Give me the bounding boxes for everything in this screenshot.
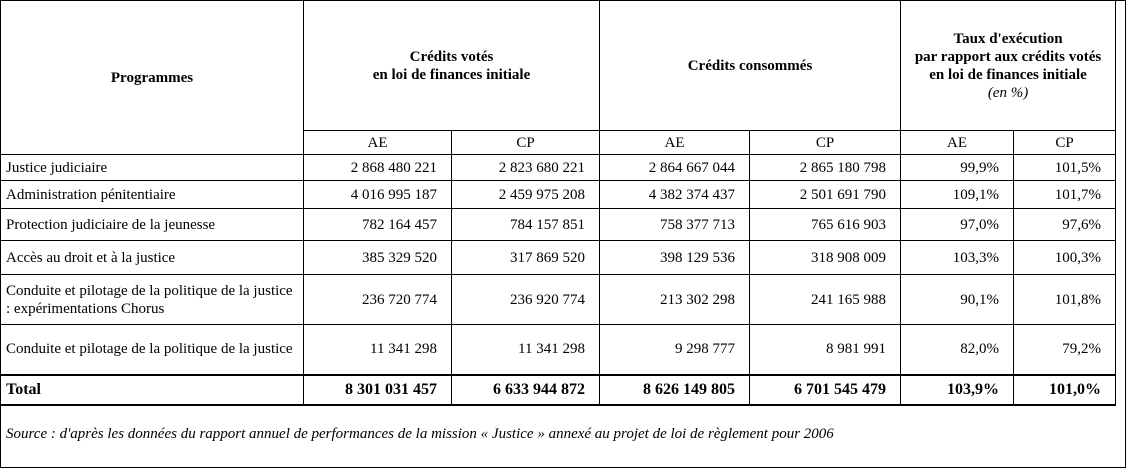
source-note: Source : d'après les données du rapport annuel de performances de la mission « Justice » annexé au projet de loi de règlement pour 2006 — [6, 426, 834, 442]
header-credits-votes — [304, 1, 600, 131]
consommes-cp-cell: 241 165 988 — [750, 275, 901, 325]
total-label: Total — [1, 375, 304, 405]
header-credits-votes-line1: Crédits votés — [409, 48, 494, 65]
votes-ae-cell: 4 016 995 187 — [304, 181, 452, 209]
total-taux-ae: 103,9% — [901, 375, 1014, 405]
header-taux-line1: Taux d'exécution — [953, 30, 1063, 47]
votes-ae-cell: 11 341 298 — [304, 325, 452, 375]
consommes-ae-cell: 2 864 667 044 — [600, 155, 750, 181]
taux-ae-cell: 99,9% — [901, 155, 1014, 181]
table-row — [1, 241, 1116, 275]
row-label: Conduite et pilotage de la politique de la justice — [1, 325, 304, 375]
total-votes-ae: 8 301 031 457 — [304, 375, 452, 405]
header-credits-votes-line2: en loi de finances initiale — [372, 66, 531, 83]
total-votes-cp: 6 633 944 872 — [452, 375, 600, 405]
consommes-cp-cell: 765 616 903 — [750, 209, 901, 241]
votes-ae-cell: 2 868 480 221 — [304, 155, 452, 181]
consommes-ae-cell: 4 382 374 437 — [600, 181, 750, 209]
subheader-taux-ae: AE — [901, 131, 1014, 155]
taux-ae-cell: 90,1% — [901, 275, 1014, 325]
consommes-ae-cell: 213 302 298 — [600, 275, 750, 325]
votes-cp-cell: 236 920 774 — [452, 275, 600, 325]
consommes-cp-cell: 2 865 180 798 — [750, 155, 901, 181]
votes-cp-cell: 11 341 298 — [452, 325, 600, 375]
subheader-taux-cp: CP — [1014, 131, 1116, 155]
row-label: Administration pénitentiaire — [1, 181, 304, 209]
total-taux-cp: 101,0% — [1014, 375, 1116, 405]
table-row — [1, 275, 1116, 325]
consommes-cp-cell: 2 501 691 790 — [750, 181, 901, 209]
total-consommes-cp: 6 701 545 479 — [750, 375, 901, 405]
taux-cp-cell: 97,6% — [1014, 209, 1116, 241]
header-credits-consommes: Crédits consommés — [600, 1, 901, 131]
taux-ae-cell: 109,1% — [901, 181, 1014, 209]
taux-ae-cell: 103,3% — [901, 241, 1014, 275]
consommes-cp-cell: 318 908 009 — [750, 241, 901, 275]
taux-ae-cell: 97,0% — [901, 209, 1014, 241]
subheader-consommes-cp: CP — [750, 131, 901, 155]
subheader-votes-ae: AE — [304, 131, 452, 155]
taux-cp-cell: 101,8% — [1014, 275, 1116, 325]
votes-ae-cell: 782 164 457 — [304, 209, 452, 241]
total-consommes-ae: 8 626 149 805 — [600, 375, 750, 405]
header-taux-line3: en loi de finances initiale — [929, 66, 1087, 83]
header-taux-execution — [901, 1, 1116, 131]
row-label: Accès au droit et à la justice — [1, 241, 304, 275]
row-label: Justice judiciaire — [1, 155, 304, 181]
subheader-consommes-ae: AE — [600, 131, 750, 155]
table-row — [1, 325, 1116, 375]
consommes-cp-cell: 8 981 991 — [750, 325, 901, 375]
consommes-ae-cell: 758 377 713 — [600, 209, 750, 241]
votes-ae-cell: 385 329 520 — [304, 241, 452, 275]
taux-cp-cell: 101,7% — [1014, 181, 1116, 209]
header-programmes: Programmes — [1, 1, 304, 155]
total-row — [1, 375, 1116, 405]
header-taux-line4: (en %) — [987, 84, 1029, 101]
votes-cp-cell: 784 157 851 — [452, 209, 600, 241]
votes-cp-cell: 317 869 520 — [452, 241, 600, 275]
consommes-ae-cell: 398 129 536 — [600, 241, 750, 275]
header-row — [1, 1, 1116, 131]
votes-ae-cell: 236 720 774 — [304, 275, 452, 325]
votes-cp-cell: 2 459 975 208 — [452, 181, 600, 209]
taux-cp-cell: 100,3% — [1014, 241, 1116, 275]
row-label: Protection judiciaire de la jeunesse — [1, 209, 304, 241]
votes-cp-cell: 2 823 680 221 — [452, 155, 600, 181]
taux-cp-cell: 79,2% — [1014, 325, 1116, 375]
table-row — [1, 155, 1116, 181]
table-row — [1, 209, 1116, 241]
row-label: Conduite et pilotage de la politique de la justice : expérimentations Chorus — [1, 275, 304, 325]
header-taux-line2: par rapport aux crédits votés — [914, 48, 1102, 65]
subheader-votes-cp: CP — [452, 131, 600, 155]
table-row — [1, 181, 1116, 209]
taux-cp-cell: 101,5% — [1014, 155, 1116, 181]
taux-ae-cell: 82,0% — [901, 325, 1014, 375]
consommes-ae-cell: 9 298 777 — [600, 325, 750, 375]
